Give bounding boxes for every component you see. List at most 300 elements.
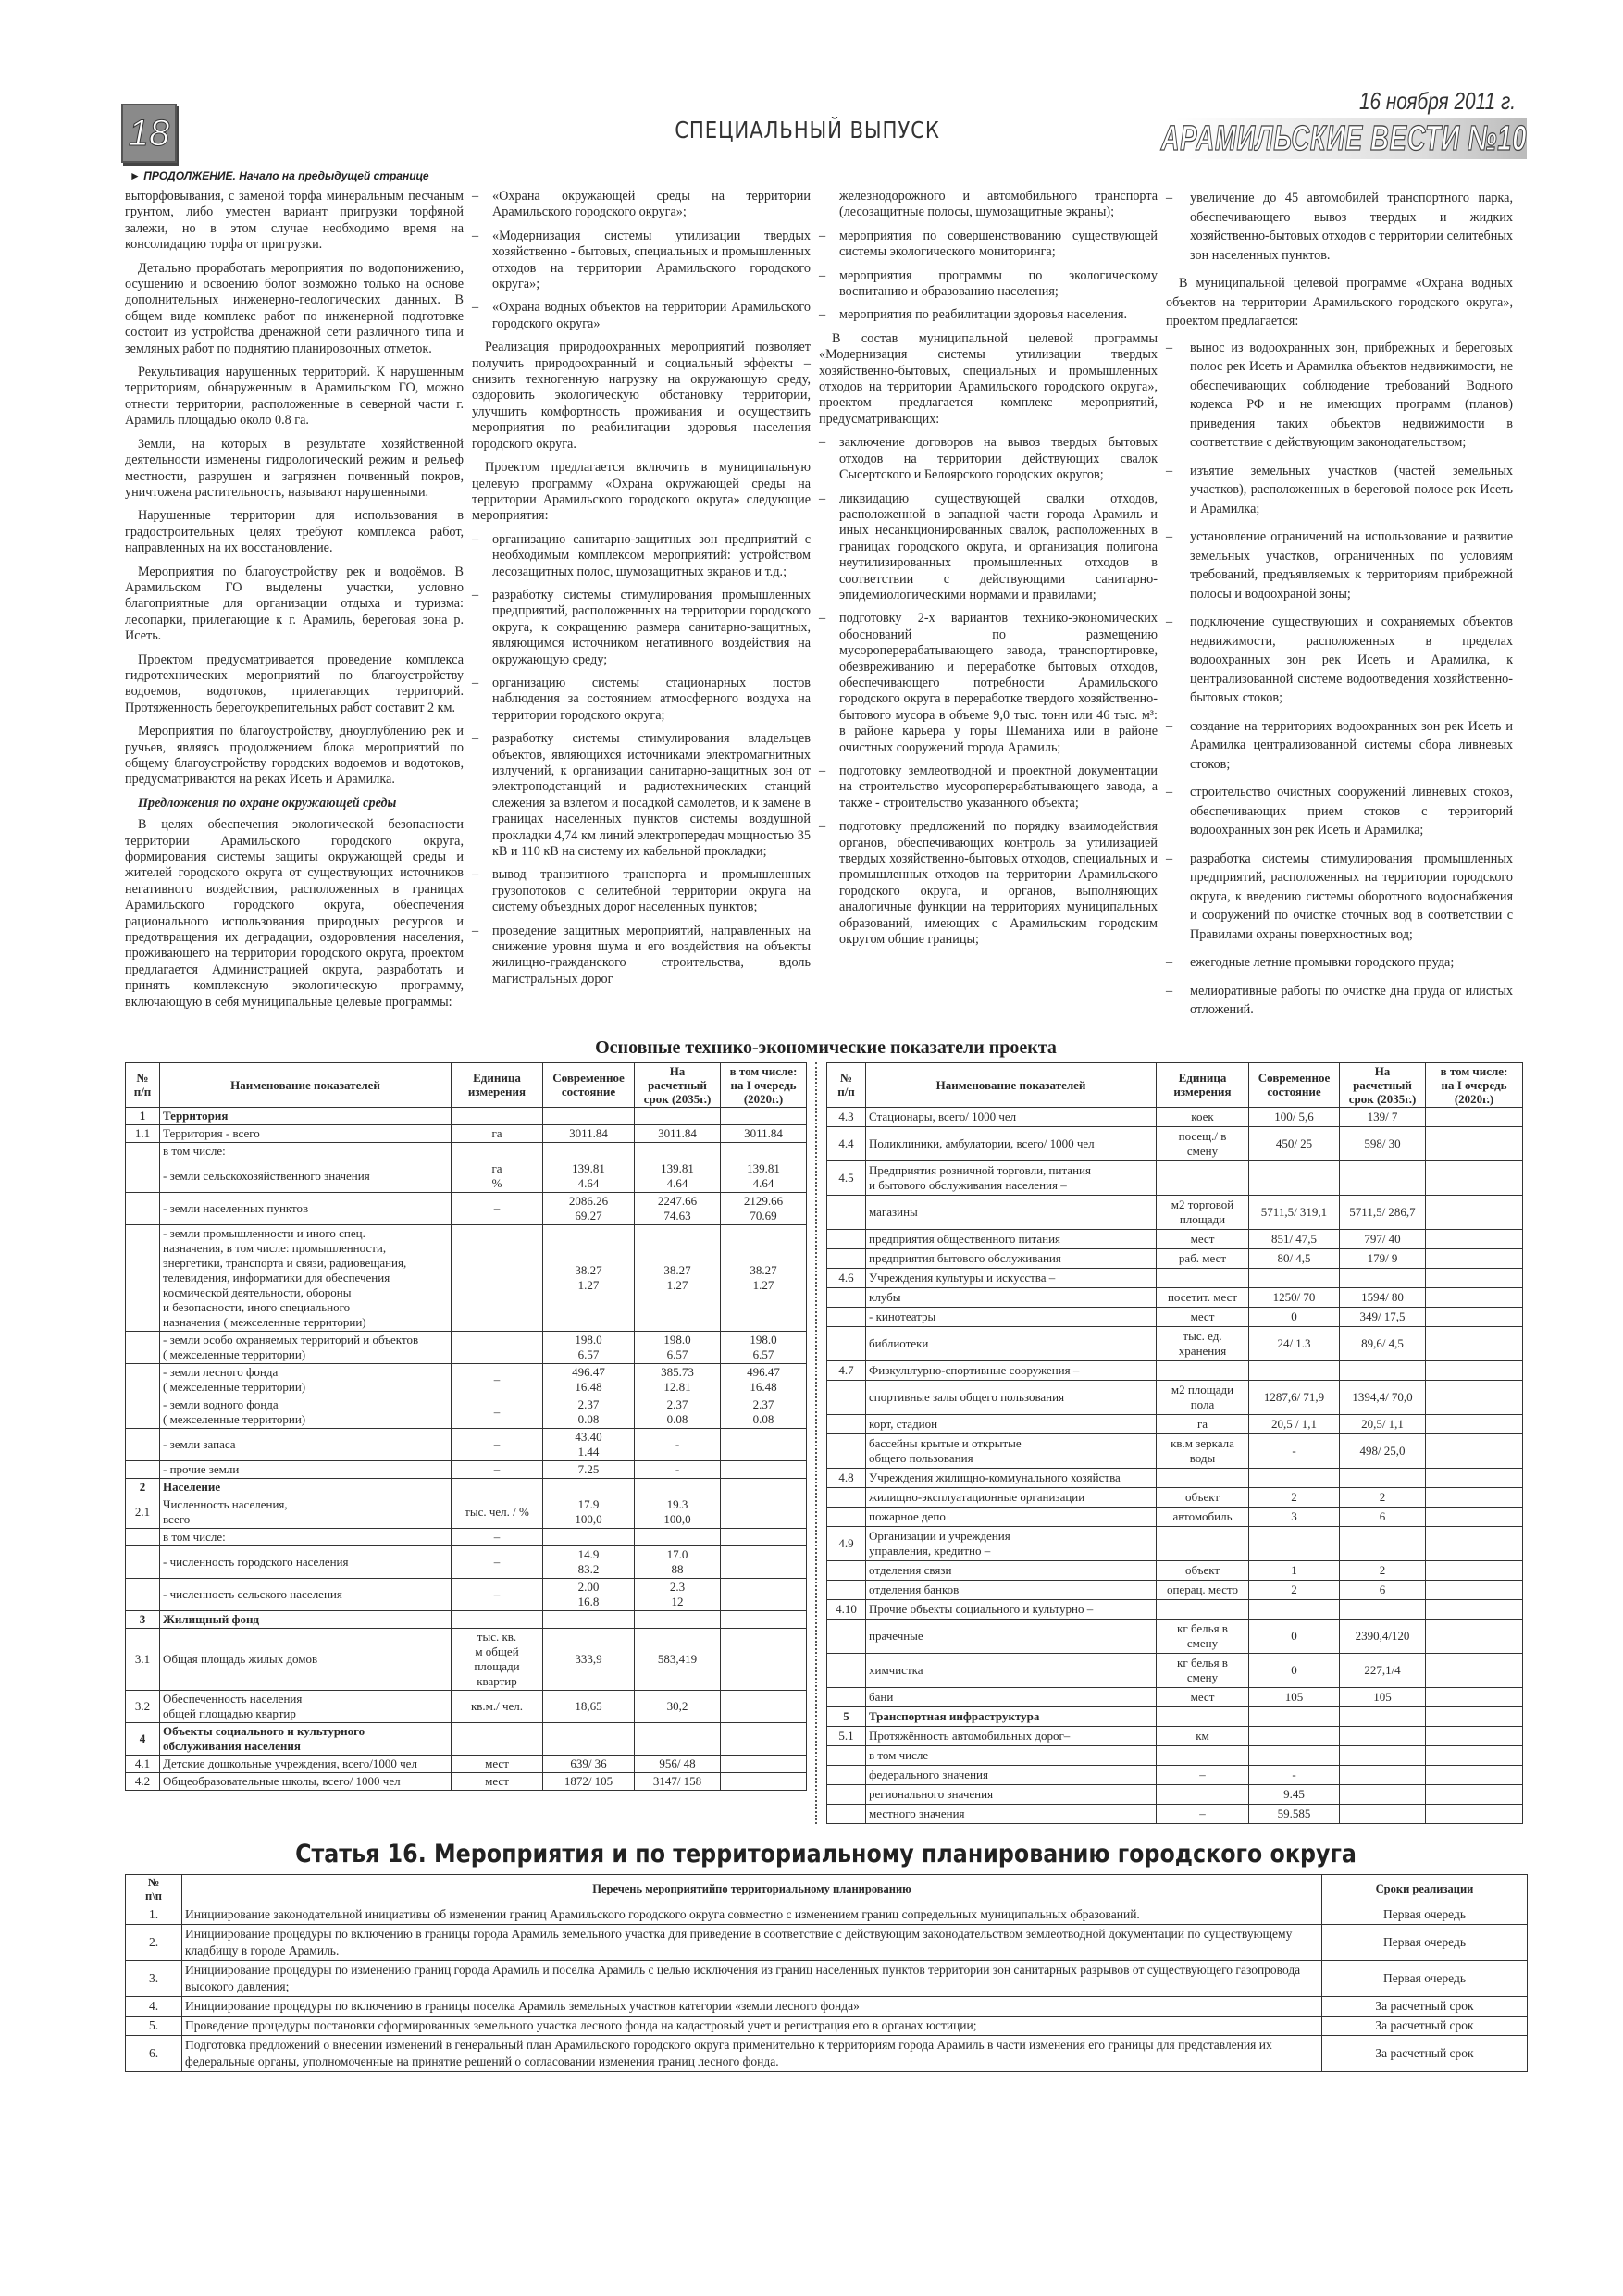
unit: – — [452, 1428, 543, 1460]
indicator-name: жилищно-эксплуатационные организации — [866, 1487, 1157, 1507]
dash-bullet: – — [472, 189, 479, 204]
row-number — [126, 1331, 160, 1363]
list-item — [472, 924, 811, 988]
unit: кг белья в смену — [1157, 1619, 1249, 1653]
first-stage-2020 — [721, 1578, 807, 1610]
row-number — [827, 1248, 866, 1268]
target-2035 — [635, 1722, 721, 1755]
unit: – — [452, 1363, 543, 1396]
dash-bullet: – — [472, 867, 479, 883]
unit: га — [452, 1124, 543, 1142]
current-value — [1249, 1360, 1340, 1380]
current-value — [543, 1478, 635, 1496]
row-number — [827, 1804, 866, 1823]
column-header: Единица измерения — [452, 1062, 543, 1107]
column-header: Современное состояние — [1249, 1062, 1340, 1107]
target-2035 — [635, 1528, 721, 1545]
target-2035: 583,419 — [635, 1628, 721, 1690]
row-number: 2.1 — [126, 1496, 160, 1528]
first-stage-2020 — [1426, 1268, 1523, 1287]
dash-bullet: – — [472, 675, 479, 690]
first-stage-2020 — [1426, 1745, 1523, 1765]
unit — [1157, 1160, 1249, 1195]
unit: – — [452, 1396, 543, 1428]
row-number: 5 — [827, 1706, 866, 1726]
first-stage-2020: 38.27 1.27 — [721, 1224, 807, 1331]
row-number: 4.8 — [827, 1468, 866, 1487]
first-stage-2020 — [1426, 1580, 1523, 1599]
row-number — [827, 1326, 866, 1360]
column-header: На расчетный срок (2035г.) — [635, 1062, 721, 1107]
row-number: 4.7 — [827, 1360, 866, 1380]
dash-bullet: – — [472, 923, 479, 938]
first-stage-2020 — [1426, 1687, 1523, 1706]
first-stage-2020: 198.0 6.57 — [721, 1331, 807, 1363]
current-value: 139.81 4.64 — [543, 1160, 635, 1192]
column-header: Единица измерения — [1157, 1062, 1249, 1107]
list-item — [819, 229, 1158, 261]
target-2035: 349/ 17,5 — [1340, 1307, 1426, 1326]
list-item — [1166, 613, 1513, 708]
deadline: За расчетный срок — [1322, 2016, 1528, 2035]
indicator-name: в том числе: — [160, 1528, 452, 1545]
unit: мест — [1157, 1229, 1249, 1248]
measure-text: Инициирование процедуры по изменению границ города Арамиль и поселка Арамиль с целью исключения из границ населенных пунктов территории зон санитарных разрывов от существующего газопровода высокого давления; — [182, 1960, 1322, 1996]
row-number: 3 — [126, 1610, 160, 1628]
list-item — [1166, 339, 1513, 453]
table-row — [827, 1526, 1523, 1560]
indicator-name: - земли населенных пунктов — [160, 1192, 452, 1224]
measure-text: Инициирование законодательной инициативы об изменении границ Арамильского городского округа совместно с изменением границ сопредельных муниципальных образований. — [182, 1905, 1322, 1924]
indicator-name: прачечные — [866, 1619, 1157, 1653]
list-item-text: подготовку 2-х вариантов технико-экономических обоснований по размещению мусороперерабатывающего завода, транспортировке, обезвреживанию и переработке бытовых отходов, обеспечивающего потребности Арамильского городского округа в переработке твердого хозяйственно-бытового мусора в объеме 9,0 тыс. тонн или 46 тыс. м³: в районе карьера у горы Шеманиха или в районе очистных сооружений города Арамиль; — [839, 611, 1158, 755]
row-number: 3.1 — [126, 1628, 160, 1690]
table-header-row — [126, 1874, 1528, 1905]
list-item-text: заключение договоров на вывоз твердых бытовых отходов на территории действующих свалок Сысертского и Белоярского городских округов; — [839, 435, 1158, 483]
first-stage-2020 — [1426, 1619, 1523, 1653]
list-item-text: проведение защитных мероприятий, направленных на снижение уровня шума и его воздействия на объекты жилищно-гражданского строительства, вдоль магистральных дорог — [492, 923, 811, 987]
dash-bullet: – — [472, 587, 479, 602]
target-2035: 598/ 30 — [1340, 1126, 1426, 1160]
target-2035: 139.81 4.64 — [635, 1160, 721, 1192]
dash-bullet: – — [819, 819, 826, 835]
list-item — [472, 676, 811, 724]
indicator-name: - земли сельскохозяйственного значения — [160, 1160, 452, 1192]
first-stage-2020 — [1426, 1248, 1523, 1268]
table-row — [827, 1560, 1523, 1580]
list-item — [819, 307, 1158, 323]
unit — [452, 1478, 543, 1496]
table-row — [827, 1507, 1523, 1526]
table-row — [827, 1307, 1523, 1326]
row-number — [126, 1192, 160, 1224]
row-number — [126, 1578, 160, 1610]
target-2035: 6 — [1340, 1507, 1426, 1526]
current-value: 198.0 6.57 — [543, 1331, 635, 1363]
target-2035: 38.27 1.27 — [635, 1224, 721, 1331]
dash-bullet: – — [819, 763, 826, 778]
deadline: За расчетный срок — [1322, 1996, 1528, 2016]
indicator-name: - земли лесного фонда ( межселенные территории) — [160, 1363, 452, 1396]
first-stage-2020 — [1426, 1307, 1523, 1326]
list-item-text: ежегодные летние промывки городского пруда; — [1190, 955, 1455, 970]
newspaper-name: АРАМИЛЬСКИЕ ВЕСТИ — [1160, 118, 1460, 158]
first-stage-2020 — [721, 1722, 807, 1755]
unit: км — [1157, 1726, 1249, 1745]
table-row — [827, 1126, 1523, 1160]
table-row — [827, 1160, 1523, 1195]
unit: тыс. ед. хранения — [1157, 1326, 1249, 1360]
dash-bullet: – — [819, 307, 826, 323]
current-value: 20,5 / 1,1 — [1249, 1414, 1340, 1433]
unit: коек — [1157, 1107, 1249, 1126]
paragraph: Проектом предусматривается проведение комплекса гидротехнических мероприятий по благоустройству водоемов, водотоков, прилегающих территорий. Протяженность берегоукрепительных работ составит 2 км. — [125, 652, 464, 715]
current-value: 1 — [1249, 1560, 1340, 1580]
first-stage-2020 — [721, 1478, 807, 1496]
table-row — [126, 1160, 807, 1192]
first-stage-2020 — [721, 1772, 807, 1790]
row-number — [827, 1507, 866, 1526]
row-number: 4.4 — [827, 1126, 866, 1160]
unit: посетит. мест — [1157, 1287, 1249, 1307]
row-number: 3. — [126, 1960, 182, 1996]
first-stage-2020 — [721, 1428, 807, 1460]
indicator-name: Население — [160, 1478, 452, 1496]
first-stage-2020 — [1426, 1526, 1523, 1560]
deadline: Первая очередь — [1322, 1960, 1528, 1996]
column-header: Наименование показателей — [160, 1062, 452, 1107]
section-title: СПЕЦИАЛЬНЫЙ ВЫПУСК — [675, 117, 940, 143]
first-stage-2020 — [1426, 1784, 1523, 1804]
table-header-row — [126, 1062, 807, 1107]
table-row — [126, 1363, 807, 1396]
indicator-name: бассейны крытые и открытые общего пользования — [866, 1433, 1157, 1468]
paragraph: Детально проработать мероприятия по водопонижению, осушению и освоению болот возможно только на основе дополнительных инженерно-геологических данных. В общем виде комплекс работ по инженерной подготовке состоит из устройства дренажной сети различного типа и земляных работ по поднятию планировочных отметок. — [125, 260, 464, 356]
row-number: 5.1 — [827, 1726, 866, 1745]
current-value — [1249, 1468, 1340, 1487]
dash-bullet: – — [1166, 785, 1173, 800]
article-column-1 — [125, 189, 464, 1018]
target-2035 — [1340, 1526, 1426, 1560]
indicator-name: федерального значения — [866, 1765, 1157, 1784]
row-number: 2. — [126, 1924, 182, 1960]
indicator-name: Стационары, всего/ 1000 чел — [866, 1107, 1157, 1126]
current-value: 7.25 — [543, 1460, 635, 1478]
first-stage-2020 — [1426, 1507, 1523, 1526]
list-item-text: организацию системы стационарных постов наблюдения за состоянием атмосферного воздуха на территории городского округа; — [492, 675, 811, 723]
row-number: 4.1 — [126, 1755, 160, 1772]
paragraph: В состав муниципальной целевой программы «Модернизация системы утилизации твердых хозяйственно-бытовых, специальных и промышленных отходов на территории Арамильского городского округа», проектом предлагается комплекс мероприятий, предусматривающих: — [819, 330, 1158, 427]
current-value: 1250/ 70 — [1249, 1287, 1340, 1307]
first-stage-2020 — [721, 1755, 807, 1772]
indicator-name: Предприятия розничной торговли, питания и бытового обслуживания населения – — [866, 1160, 1157, 1195]
first-stage-2020 — [721, 1107, 807, 1124]
table-row — [126, 1545, 807, 1578]
list-item-text: подключение существующих и сохраняемых объектов недвижимости, расположенных в пределах водоохранных зон рек Исеть и Арамилка, к централизованной системе водоотведения хозяйственно-бытовых стоков; — [1190, 614, 1513, 705]
table-row — [827, 1687, 1523, 1706]
dash-bullet: – — [819, 267, 826, 283]
row-number: 4. — [126, 1996, 182, 2016]
unit — [452, 1722, 543, 1755]
current-value: 43.40 1.44 — [543, 1428, 635, 1460]
row-number: 2 — [126, 1478, 160, 1496]
indicator-name: отделения банков — [866, 1580, 1157, 1599]
unit: тыс. чел. / % — [452, 1496, 543, 1528]
table-row — [827, 1229, 1523, 1248]
first-stage-2020 — [721, 1528, 807, 1545]
first-stage-2020 — [1426, 1804, 1523, 1823]
table-row — [827, 1468, 1523, 1487]
indicator-name: предприятия общественного питания — [866, 1229, 1157, 1248]
paragraph: Земли, на которых в результате хозяйственной деятельности изменены гидрологический режим и рельеф местности, разрушен и загрязнен почвенный покров, уничтожена растительность, называют нарушенными. — [125, 436, 464, 500]
indicator-name: местного значения — [866, 1804, 1157, 1823]
first-stage-2020 — [1426, 1360, 1523, 1380]
list-item-text: подготовку землеотводной и проектной документации на строительство мусороперерабатывающего завода, а также - строительство указанного объекта; — [839, 763, 1158, 811]
first-stage-2020 — [721, 1690, 807, 1722]
indicator-name: - численность городского населения — [160, 1545, 452, 1578]
row-number: 4.6 — [827, 1268, 866, 1287]
list-item-text: создание на территориях водоохранных зон рек Исеть и Арамилка централизованной системы сбора ливневых стоков; — [1190, 718, 1513, 772]
first-stage-2020: 139.81 4.64 — [721, 1160, 807, 1192]
target-2035 — [635, 1610, 721, 1628]
target-2035 — [1340, 1765, 1426, 1784]
list-item — [819, 611, 1158, 756]
first-stage-2020 — [721, 1610, 807, 1628]
first-stage-2020 — [1426, 1160, 1523, 1195]
paragraph: выторфовывания, с заменой торфа минеральным песчаным грунтом, либо уместен вариант пригрузки торфяной залежи, но в этом случае необходимо время на консолидацию торфа от пригрузки. — [125, 189, 464, 253]
unit: объект — [1157, 1560, 1249, 1580]
measure-text: Инициирование процедуры по включению в границы поселка Арамиль земельных участков категории «земли лесного фонда» — [182, 1996, 1322, 2016]
measure-text: Инициирование процедуры по включению в границы города Арамиль земельного участка для приведение в соответствие с действующим законодательством землеотводной документации по существующему кладбищу в городе Арамиль. — [182, 1924, 1322, 1960]
dash-bullet: – — [1166, 529, 1173, 544]
column-header: Наименование показателей — [866, 1062, 1157, 1107]
list-item-text: установление ограничений на использование и развитие земельных участков, ограниченных по условиям требований, предъявляемых к территориям прибрежной полосы и водоохраной зоны; — [1190, 529, 1513, 602]
measure-text: Проведение процедуры постановки сформированных земельного участка лесного фонда на кадастровый учет и регистрация его в органах юстиции; — [182, 2016, 1322, 2035]
row-number — [827, 1653, 866, 1687]
unit — [1157, 1706, 1249, 1726]
table-row — [827, 1599, 1523, 1619]
table-row — [827, 1619, 1523, 1653]
paragraph: Нарушенные территории для использования в градостроительных целях требуют комплекса работ, направленных на их восстановление. — [125, 508, 464, 556]
list-item — [1166, 527, 1513, 603]
list-item — [472, 731, 811, 860]
target-2035 — [1340, 1599, 1426, 1619]
table-row — [126, 1331, 807, 1363]
first-stage-2020 — [721, 1628, 807, 1690]
column-header: Современное состояние — [543, 1062, 635, 1107]
table-row — [126, 1924, 1528, 1960]
table-row — [126, 1960, 1528, 1996]
column-header: № п/п — [827, 1062, 866, 1107]
row-number: 6. — [126, 2035, 182, 2071]
current-value: 2 — [1249, 1580, 1340, 1599]
unit: мест — [452, 1755, 543, 1772]
list-item — [1166, 189, 1513, 265]
row-number: 1.1 — [126, 1124, 160, 1142]
list-item-text: мелиоративные работы по очистке дна пруда от илистых отложений. — [1190, 983, 1513, 1017]
target-2035 — [1340, 1160, 1426, 1195]
row-number — [827, 1580, 866, 1599]
indicator-name: Поликлиники, амбулатории, всего/ 1000 чел — [866, 1126, 1157, 1160]
unit — [1157, 1468, 1249, 1487]
unit: – — [452, 1192, 543, 1224]
target-2035: 19.3 100,0 — [635, 1496, 721, 1528]
table-row — [126, 1996, 1528, 2016]
deadline: Первая очередь — [1322, 1905, 1528, 1924]
target-2035 — [1340, 1268, 1426, 1287]
row-number — [827, 1619, 866, 1653]
current-value: 9.45 — [1249, 1784, 1340, 1804]
unit: – — [452, 1528, 543, 1545]
target-2035: 956/ 48 — [635, 1755, 721, 1772]
first-stage-2020 — [1426, 1560, 1523, 1580]
target-2035 — [635, 1107, 721, 1124]
table-row — [827, 1487, 1523, 1507]
current-value: 450/ 25 — [1249, 1126, 1340, 1160]
dash-bullet: – — [472, 531, 479, 547]
unit: – — [1157, 1804, 1249, 1823]
list-item-text: мероприятия программы по экологическому воспитанию и образованию населения; — [839, 267, 1158, 300]
table-row — [827, 1784, 1523, 1804]
table-row — [827, 1804, 1523, 1823]
current-value: 18,65 — [543, 1690, 635, 1722]
first-stage-2020: 2.37 0.08 — [721, 1396, 807, 1428]
article-column-4 — [1166, 189, 1513, 1029]
current-value — [543, 1722, 635, 1755]
target-2035: - — [635, 1428, 721, 1460]
list-item-text: подготовку предложений по порядку взаимодействия органов, обеспечивающих контроль за утилизацией твердых хозяйственно-бытовых отходов, специальных и промышленных отходов на территории Арамильского городского округа, и органов, выполняющих аналогичные функции на территориях муниципальных образований, имеющих с Арамильским городским округом общие границы; — [839, 819, 1158, 948]
list-item-text: увеличение до 45 автомобилей транспортного парка, обеспечивающего вывоз твердых и жидких хозяйственно-бытовых отходов с территории селитебных зон населенных пунктов. — [1190, 191, 1513, 263]
unit — [1157, 1526, 1249, 1560]
unit: – — [1157, 1765, 1249, 1784]
unit — [1157, 1745, 1249, 1765]
first-stage-2020 — [1426, 1229, 1523, 1248]
table-row — [126, 1755, 807, 1772]
row-number: 4.5 — [827, 1160, 866, 1195]
indicator-name: отделения связи — [866, 1560, 1157, 1580]
current-value — [1249, 1526, 1340, 1560]
unit — [452, 1224, 543, 1331]
unit: объект — [1157, 1487, 1249, 1507]
unit — [452, 1142, 543, 1160]
table-row — [126, 1224, 807, 1331]
indicator-name: - численность сельского населения — [160, 1578, 452, 1610]
indicator-name: Жилищный фонд — [160, 1610, 452, 1628]
indicator-name: пожарное депо — [866, 1507, 1157, 1526]
list-item — [819, 763, 1158, 812]
paragraph: В целях обеспечения экологической безопасности территории Арамильского городского округа, формирования системы защиты окружающей среды и жителей городского округа от существующих источников негативного воздействия, расположенных в границах Арамильского городского округа, обеспечения рационального использования природных ресурсов и предотвращения их деградации, оздоровления населения, проживающего на территории городского округа, проектом предлагается Администрацией округа, разработать и принять комплексную экологическую программу, включающую в себя муниципальные целевые программы: — [125, 817, 464, 1010]
unit: кв.м./ чел. — [452, 1690, 543, 1722]
indicator-name: - земли запаса — [160, 1428, 452, 1460]
indicators-tables — [125, 1062, 1527, 1824]
target-2035 — [1340, 1360, 1426, 1380]
measures-table — [125, 1874, 1528, 2072]
paragraph: Рекультивация нарушенных территорий. К нарушенным территориям, обнаруженным в Арамильском ГО, можно отнести территории, расположенные в северной части г. Арамиль площадью около 0.8 га. — [125, 365, 464, 428]
table-row — [827, 1580, 1523, 1599]
first-stage-2020 — [1426, 1195, 1523, 1229]
current-value — [1249, 1268, 1340, 1287]
target-2035: 3147/ 158 — [635, 1772, 721, 1790]
unit: мест — [1157, 1687, 1249, 1706]
dash-bullet: – — [819, 435, 826, 451]
current-value — [543, 1528, 635, 1545]
list-item — [472, 867, 811, 915]
row-number: 3.2 — [126, 1690, 160, 1722]
column-header: в том числе: на I очередь (2020г.) — [1426, 1062, 1523, 1107]
page-number: 18 — [128, 112, 170, 154]
current-value — [1249, 1745, 1340, 1765]
target-2035 — [1340, 1726, 1426, 1745]
indicators-table-left — [125, 1062, 807, 1791]
table-row — [827, 1107, 1523, 1126]
indicator-name: Территория — [160, 1107, 452, 1124]
table-row — [827, 1765, 1523, 1784]
row-number — [827, 1433, 866, 1468]
indicator-name: предприятия бытового обслуживания — [866, 1248, 1157, 1268]
first-stage-2020: 3011.84 — [721, 1124, 807, 1142]
table-row — [126, 1460, 807, 1478]
current-value — [1249, 1726, 1340, 1745]
target-2035: 2.37 0.08 — [635, 1396, 721, 1428]
row-number: 4.9 — [827, 1526, 866, 1560]
indicator-name: Объекты социального и культурного обслуживания населения — [160, 1722, 452, 1755]
current-value: 3 — [1249, 1507, 1340, 1526]
unit: кг белья в смену — [1157, 1653, 1249, 1687]
section-row — [126, 1722, 807, 1755]
first-stage-2020 — [1426, 1468, 1523, 1487]
current-value: 333,9 — [543, 1628, 635, 1690]
row-number — [827, 1307, 866, 1326]
table-row — [827, 1433, 1523, 1468]
section-row — [126, 1107, 807, 1124]
indicator-name: Общая площадь жилых домов — [160, 1628, 452, 1690]
target-2035: 6 — [1340, 1580, 1426, 1599]
first-stage-2020 — [1426, 1653, 1523, 1687]
continuation-note: ► ПРОДОЛЖЕНИЕ. Начало на предыдущей странице — [130, 169, 429, 182]
table-row — [126, 1428, 807, 1460]
article-column-3 — [819, 189, 1158, 955]
first-stage-2020 — [1426, 1414, 1523, 1433]
first-stage-2020 — [1426, 1326, 1523, 1360]
section-row — [827, 1706, 1523, 1726]
list-item-text: строительство очистных сооружений ливневых стоков, обеспечивающих прием стоков с территорий водоохранных зон рек Исеть и Арамилка; — [1190, 785, 1513, 838]
indicator-name: - прочие земли — [160, 1460, 452, 1478]
target-2035 — [1340, 1784, 1426, 1804]
indicator-name: регионального значения — [866, 1784, 1157, 1804]
measure-text: Подготовка предложений о внесении изменений в генеральный план Арамильского городского округа применительно к территориям города Арамиль в части изменения его границы для представления их федеральные органы, уполномоченные на принятие решений о согласовании изменения границ лесного фонда. — [182, 2035, 1322, 2071]
dash-bullet: – — [1166, 463, 1173, 478]
list-item — [819, 819, 1158, 948]
row-number — [126, 1428, 160, 1460]
table-row — [827, 1268, 1523, 1287]
first-stage-2020 — [1426, 1287, 1523, 1307]
target-2035: 139/ 7 — [1340, 1107, 1426, 1126]
first-stage-2020 — [1426, 1487, 1523, 1507]
dash-bullet: – — [1166, 340, 1173, 355]
section-row — [126, 1478, 807, 1496]
target-2035: 89,6/ 4,5 — [1340, 1326, 1426, 1360]
first-stage-2020: 2129.66 70.69 — [721, 1192, 807, 1224]
first-stage-2020 — [1426, 1706, 1523, 1726]
list-item-text: «Охрана окружающей среды на территории Арамильского городского округа»; — [492, 189, 811, 220]
current-value: 639/ 36 — [543, 1755, 635, 1772]
article-body — [125, 189, 1527, 1029]
table-row — [126, 2035, 1528, 2071]
target-2035: 2247.66 74.63 — [635, 1192, 721, 1224]
table-row — [827, 1248, 1523, 1268]
unit: га — [1157, 1414, 1249, 1433]
current-value — [543, 1142, 635, 1160]
